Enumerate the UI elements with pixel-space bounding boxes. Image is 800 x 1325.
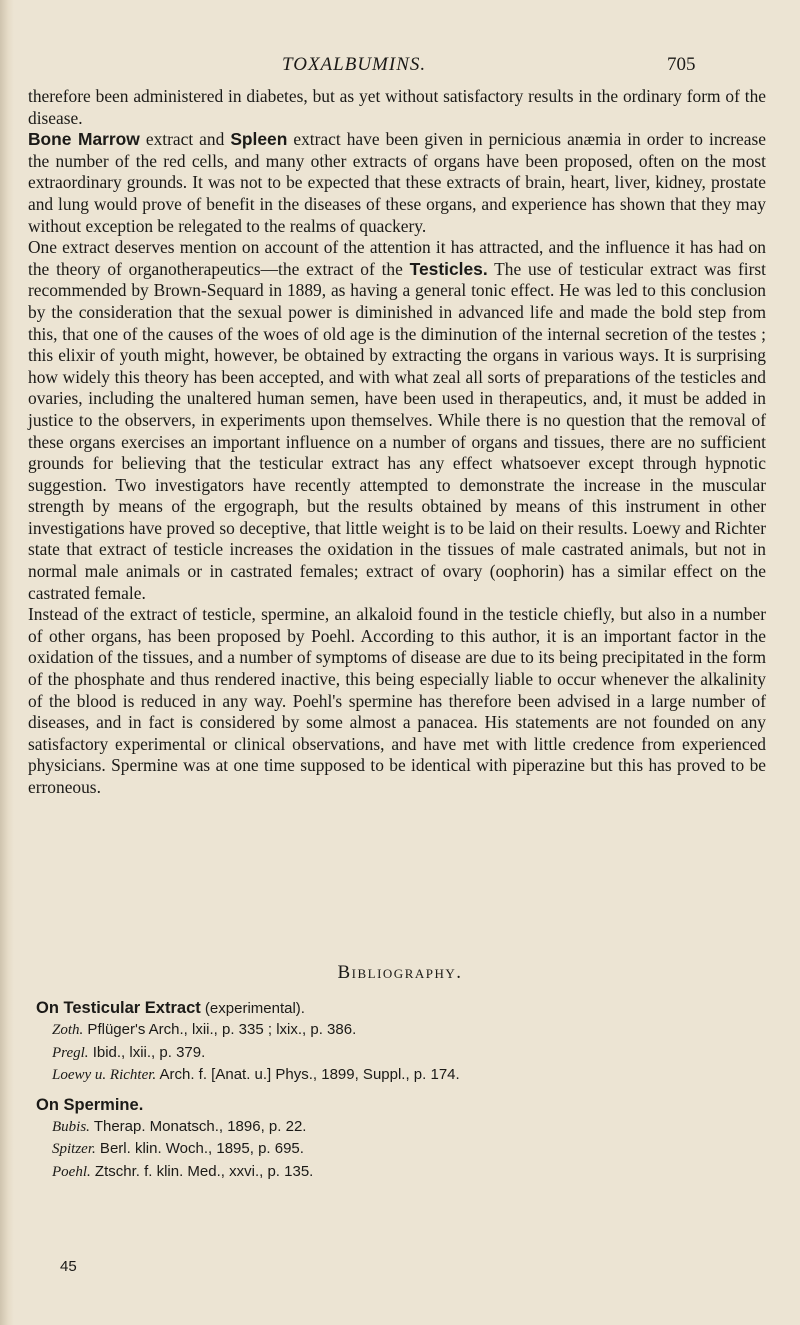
paragraph-text: Instead of the extract of testicle, spermine, an alkaloid found in the testicle chiefly, but also in a number of other organs, has been proposed by Poehl. According to this author, it is an important factor in the oxidation of the tissues, and a number of symptoms of disease are due to its being precipitated in the form of the phosphate and thus rendered inactive, this being especially liable to occur whenever the alkalinity of the blood is reduced in any way. Poehl's spermine has therefore been advised in a large number of diseases, and in fact is considered by some almost a panacea. His statements are not founded on any satisfactory experimental or clinical observations, and have met with little credence from experienced physicians. Spermine was at one time supposed to be identical with piperazine but this has proved to be erroneous. [28,604,766,797]
bibliography-section-title [36,1095,776,1116]
reference-item [52,1019,776,1041]
reference-author: Zoth. [52,1022,84,1039]
term-spleen: Spleen [230,129,288,150]
paragraph-4 [28,604,766,798]
bibliography-heading: Bibliography. [337,962,463,983]
reference-author: Bubis. [52,1119,90,1136]
page-header [0,54,800,78]
section-heading: On Spermine. [36,1095,144,1114]
reference-citation: Ztschr. f. klin. Med., xxvi., p. 135. [90,1162,314,1180]
paragraph-1 [28,86,766,129]
paragraph-text: One extract deserves mention on account of the attention it has attracted, and the influence it has had on the theory of organotherapeutics—the extract of the [28,237,766,279]
running-title: TOXALBUMINS. [282,54,427,75]
reference-author: Poehl. [52,1163,91,1180]
reference-author: Pregl. [52,1044,89,1061]
page-number: 705 [667,54,696,75]
reference-citation: Berl. klin. Woch., 1895, p. 695. [95,1140,304,1158]
reference-item [52,1138,776,1160]
reference-author: Loewy u. Richter. [52,1067,157,1084]
section-heading: On Testicular Extract [36,999,201,1017]
reference-citation: Pflüger's Arch., lxii., p. 335 ; lxix., p. 386. [83,1021,357,1039]
reference-item [52,1042,776,1064]
paragraph-text: extract and [139,129,231,150]
reference-item [52,1161,776,1183]
reference-citation: Ibid., lxii., p. 379. [88,1043,206,1061]
signature-mark: 45 [60,1258,77,1275]
paragraph-2 [28,129,766,237]
paragraph-3 [28,237,766,604]
reference-author: Spitzer. [52,1141,96,1158]
reference-item [52,1064,776,1086]
paragraph-text: The use of testicular extract was first recommended by Brown-Sequard in 1889, as having a general tonic effect. He was led to this conclusion by the consideration that the sexual power is diminished in advanced life and made the bold step from this, that one of the causes of the woes of old age is the diminution of the internal secretion of the testes ; this elixir of youth might, however, be obtained by extracting the organs in various ways. It is surprising how widely this theory has been accepted, and with what zeal all sorts of preparations of the testicles and ovaries, including the unaltered human semen, have been used in therapeutics, and, it must be added in justice to the observers, in experiments upon themselves. While there is no question that the removal of these organs exercises an important influence on a number of organs and tissues, there are no sufficient grounds for believing that the testicular extract has any effect whatsoever except through hypnotic suggestion. Two investigators have recently attempted to demonstrate the increase in the muscular strength by means of the ergograph, but the results obtained by means of this instrument in other investigations have proved so deceptive, that little weight is to be laid on their results. Loewy and Richter state that extract of testicle increases the oxidation in the tissues of male castrated animals, but not in normal male animals or in castrated females; extract of ovary (oophorin) has a similar effect on the castrated female. [28,258,766,603]
bibliography-section-title [36,998,776,1019]
term-bone-marrow: Bone Marrow [28,129,140,150]
paragraph-text: therefore been administered in diabetes, but as yet without satisfactory results in the ordinary form of the disease. [28,86,766,128]
term-testicles: Testicles. [409,258,488,279]
body-text [28,86,766,799]
bibliography [36,998,776,1183]
reference-citation: Arch. f. [Anat. u.] Phys., 1899, Suppl., p. 174. [156,1066,460,1084]
reference-citation: Therap. Monatsch., 1896, p. 22. [89,1118,307,1136]
reference-item [52,1116,776,1138]
paragraph-text: extract have been given in pernicious anæmia in order to increase the number of the red cells, and many other extracts of organs have been proposed, often on the most extraordinary grounds. It was not to be expected that these extracts of brain, heart, liver, kidney, prostate and lung would prove of benefit in the diseases of these organs, and experience has shown that they may without exception be relegated to the realms of quackery. [28,129,766,236]
section-note: (experimental). [200,1000,305,1017]
